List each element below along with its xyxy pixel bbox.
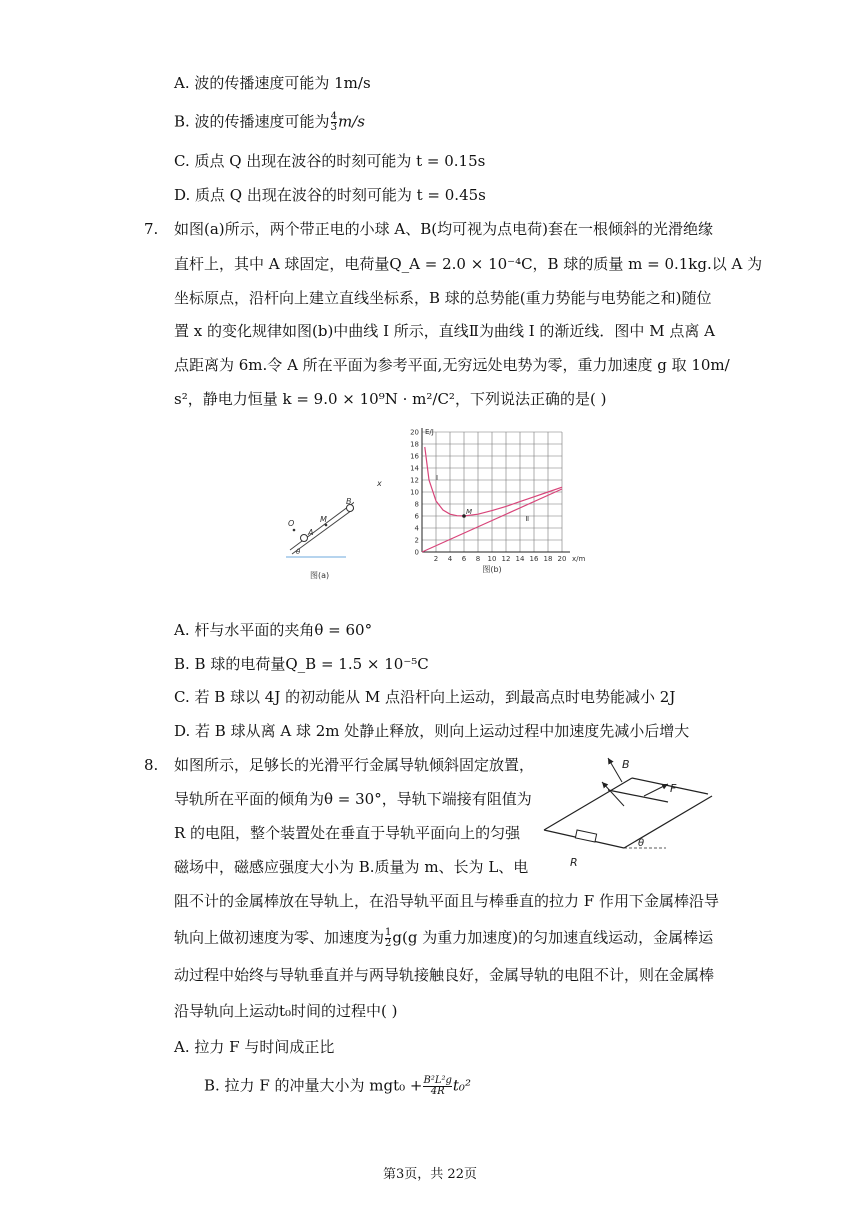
q6-option-b	[174, 112, 365, 133]
q8-stem-line: 阻不计的金属棒放在导轨上，在沿导轨平面且与棒垂直的拉力 F 作用下金属棒沿导	[174, 892, 719, 910]
x-tick-label: 18	[543, 555, 553, 563]
page-footer: 第3页，共 22页	[383, 1167, 477, 1182]
y-tick-label: 2	[414, 536, 419, 545]
y-tick-label: 10	[410, 488, 419, 497]
q7-stem-line: 坐标原点，沿杆向上建立直线坐标系，B 球的总势能(重力势能与电势能之和)随位	[174, 289, 712, 307]
q7-stem-line: 置 x 的变化规律如图(b)中曲线 I 所示，直线Ⅱ为曲线 I 的渐近线．图中 M 点离 A	[174, 322, 715, 340]
x-tick-label: 16	[529, 555, 539, 563]
q7-stem-line: 如图(a)所示，两个带正电的小球 A、B(均可视为点电荷)套在一根倾斜的光滑绝缘	[174, 220, 713, 238]
q7-number: 7.	[144, 220, 159, 238]
q8-stem-line	[174, 928, 713, 949]
q6-option-d: D. 质点 Q 出现在波谷的时刻可能为 t = 0.45s	[174, 186, 486, 204]
q7-option-d: D. 若 B 球从离 A 球 2m 处静止释放，则向上运动过程中加速度先减小后增大	[174, 722, 690, 740]
figure-a-caption: 图(a)	[310, 571, 330, 580]
resistor	[575, 830, 596, 842]
q8-line6-text: 轨向上做初速度为零、加速度为	[174, 928, 385, 947]
x-tick-label: 10	[487, 555, 497, 563]
figure-b-caption: 图(b)	[482, 565, 502, 574]
y-tick-label: 18	[410, 440, 419, 449]
q8-stem-line: 如图所示，足够长的光滑平行金属导轨倾斜固定放置，	[174, 756, 535, 774]
q6-option-c: C. 质点 Q 出现在波谷的时刻可能为 t = 0.15s	[174, 152, 486, 170]
b-field-arrow	[608, 758, 622, 782]
y-tick-label: 14	[410, 464, 419, 473]
q8-option-b-text: B. 拉力 F 的冲量大小为 mgt₀ +	[204, 1076, 423, 1095]
fraction-denominator: 4R	[423, 1086, 451, 1097]
q7-option-b: B. B 球的电荷量Q_B = 1.5 × 10⁻⁵C	[174, 655, 429, 673]
annotation-label: M	[466, 508, 473, 516]
q7-stem-line: s²，静电力恒量 k = 9.0 × 10⁹N · m²/C²，下列说法正确的是( )	[174, 390, 607, 408]
y-tick-label: 12	[410, 476, 419, 485]
q8-stem-line: 导轨所在平面的倾角为θ = 30°，导轨下端接有阻值为	[174, 790, 532, 808]
label-b: B	[622, 758, 630, 771]
label-f: F	[670, 782, 677, 795]
force-arrow	[644, 784, 668, 796]
fraction-numerator: B²L²g	[423, 1075, 452, 1086]
figure-a-x-label-layer	[282, 470, 402, 580]
series-label: I	[436, 474, 439, 482]
q7-stem-line: 点距离为 6m.令 A 所在平面为参考平面,无穷远处电势为零，重力加速度 g 取 10m/	[174, 356, 730, 374]
q6-option-a: A. 波的传播速度可能为 1m/s	[174, 74, 371, 92]
x-axis-label: x/m	[572, 555, 586, 563]
label-x: x	[377, 479, 382, 488]
label-b: B	[346, 497, 352, 506]
q8-line6-fraction	[385, 928, 391, 949]
fraction-denominator: 2	[385, 938, 392, 949]
label-r: R	[570, 856, 578, 869]
q8-option-a: A. 拉力 F 与时间成正比	[174, 1038, 335, 1056]
label-m: M	[320, 515, 327, 524]
q8-option-b-tail: t₀²	[452, 1076, 471, 1095]
label-o: O	[288, 519, 295, 528]
fraction-numerator: 1	[385, 927, 392, 938]
x-tick-label: 8	[475, 555, 481, 563]
q7-option-a: A. 杆与水平面的夹角θ = 60°	[174, 621, 373, 639]
series-line	[425, 447, 562, 516]
y-tick-label: 16	[410, 452, 419, 461]
y-tick-label: 20	[410, 428, 419, 437]
figure-q8	[540, 750, 714, 874]
metal-rod	[608, 790, 668, 802]
fraction-numerator: 4	[330, 111, 337, 122]
q8-option-b-fraction	[423, 1076, 451, 1097]
q8-stem-line: 磁场中，磁感应强度大小为 B.质量为 m、长为 L、电	[174, 858, 529, 876]
q6-option-b-fraction	[331, 112, 337, 133]
y-tick-label: 8	[414, 500, 419, 509]
label-theta: θ	[638, 838, 645, 849]
q8-stem-line: 动过程中始终与导轨垂直并与两导轨接触良好，金属导轨的电阻不计，则在金属棒	[174, 966, 715, 984]
q8-stem-line: R 的电阻，整个装置处在垂直于导轨平面向上的匀强	[174, 824, 521, 842]
rail-line	[544, 778, 632, 830]
fraction-denominator: 3	[330, 122, 337, 133]
figure-b-chart	[400, 424, 586, 582]
x-tick-label: 12	[501, 555, 511, 563]
x-tick-label: 4	[447, 555, 453, 563]
q7-option-c: C. 若 B 球以 4J 的初动能从 M 点沿杆向上运动，到最高点时电势能减小 2J	[174, 688, 676, 706]
q8-line6-text-end: g(g 为重力加速度)的匀加速直线运动，金属棒运	[392, 928, 714, 947]
q8-number: 8.	[144, 756, 159, 774]
q8-stem-line: 沿导轨向上运动t₀时间的过程中( )	[174, 1002, 398, 1020]
x-tick-label: 6	[461, 555, 467, 563]
q7-stem-line: 直杆上，其中 A 球固定，电荷量Q_A = 2.0 × 10⁻⁴C，B 球的质量 m = 0.1kg.以 A 为	[174, 255, 763, 273]
x-tick-label: 14	[515, 555, 525, 563]
y-axis-label: E/J	[425, 428, 434, 436]
x-tick-label: 20	[557, 555, 567, 563]
label-theta: θ	[296, 548, 301, 556]
series-label: Ⅱ	[525, 514, 530, 523]
y-tick-label: 0	[414, 548, 419, 557]
q6-option-b-text: B. 波的传播速度可能为	[174, 112, 330, 131]
q6-option-b-unit: m/s	[337, 112, 365, 131]
y-tick-label: 4	[414, 524, 419, 533]
label-a: A	[308, 528, 314, 537]
x-tick-label: 2	[433, 555, 439, 563]
y-tick-label: 6	[414, 512, 419, 521]
q8-option-b	[204, 1076, 471, 1097]
